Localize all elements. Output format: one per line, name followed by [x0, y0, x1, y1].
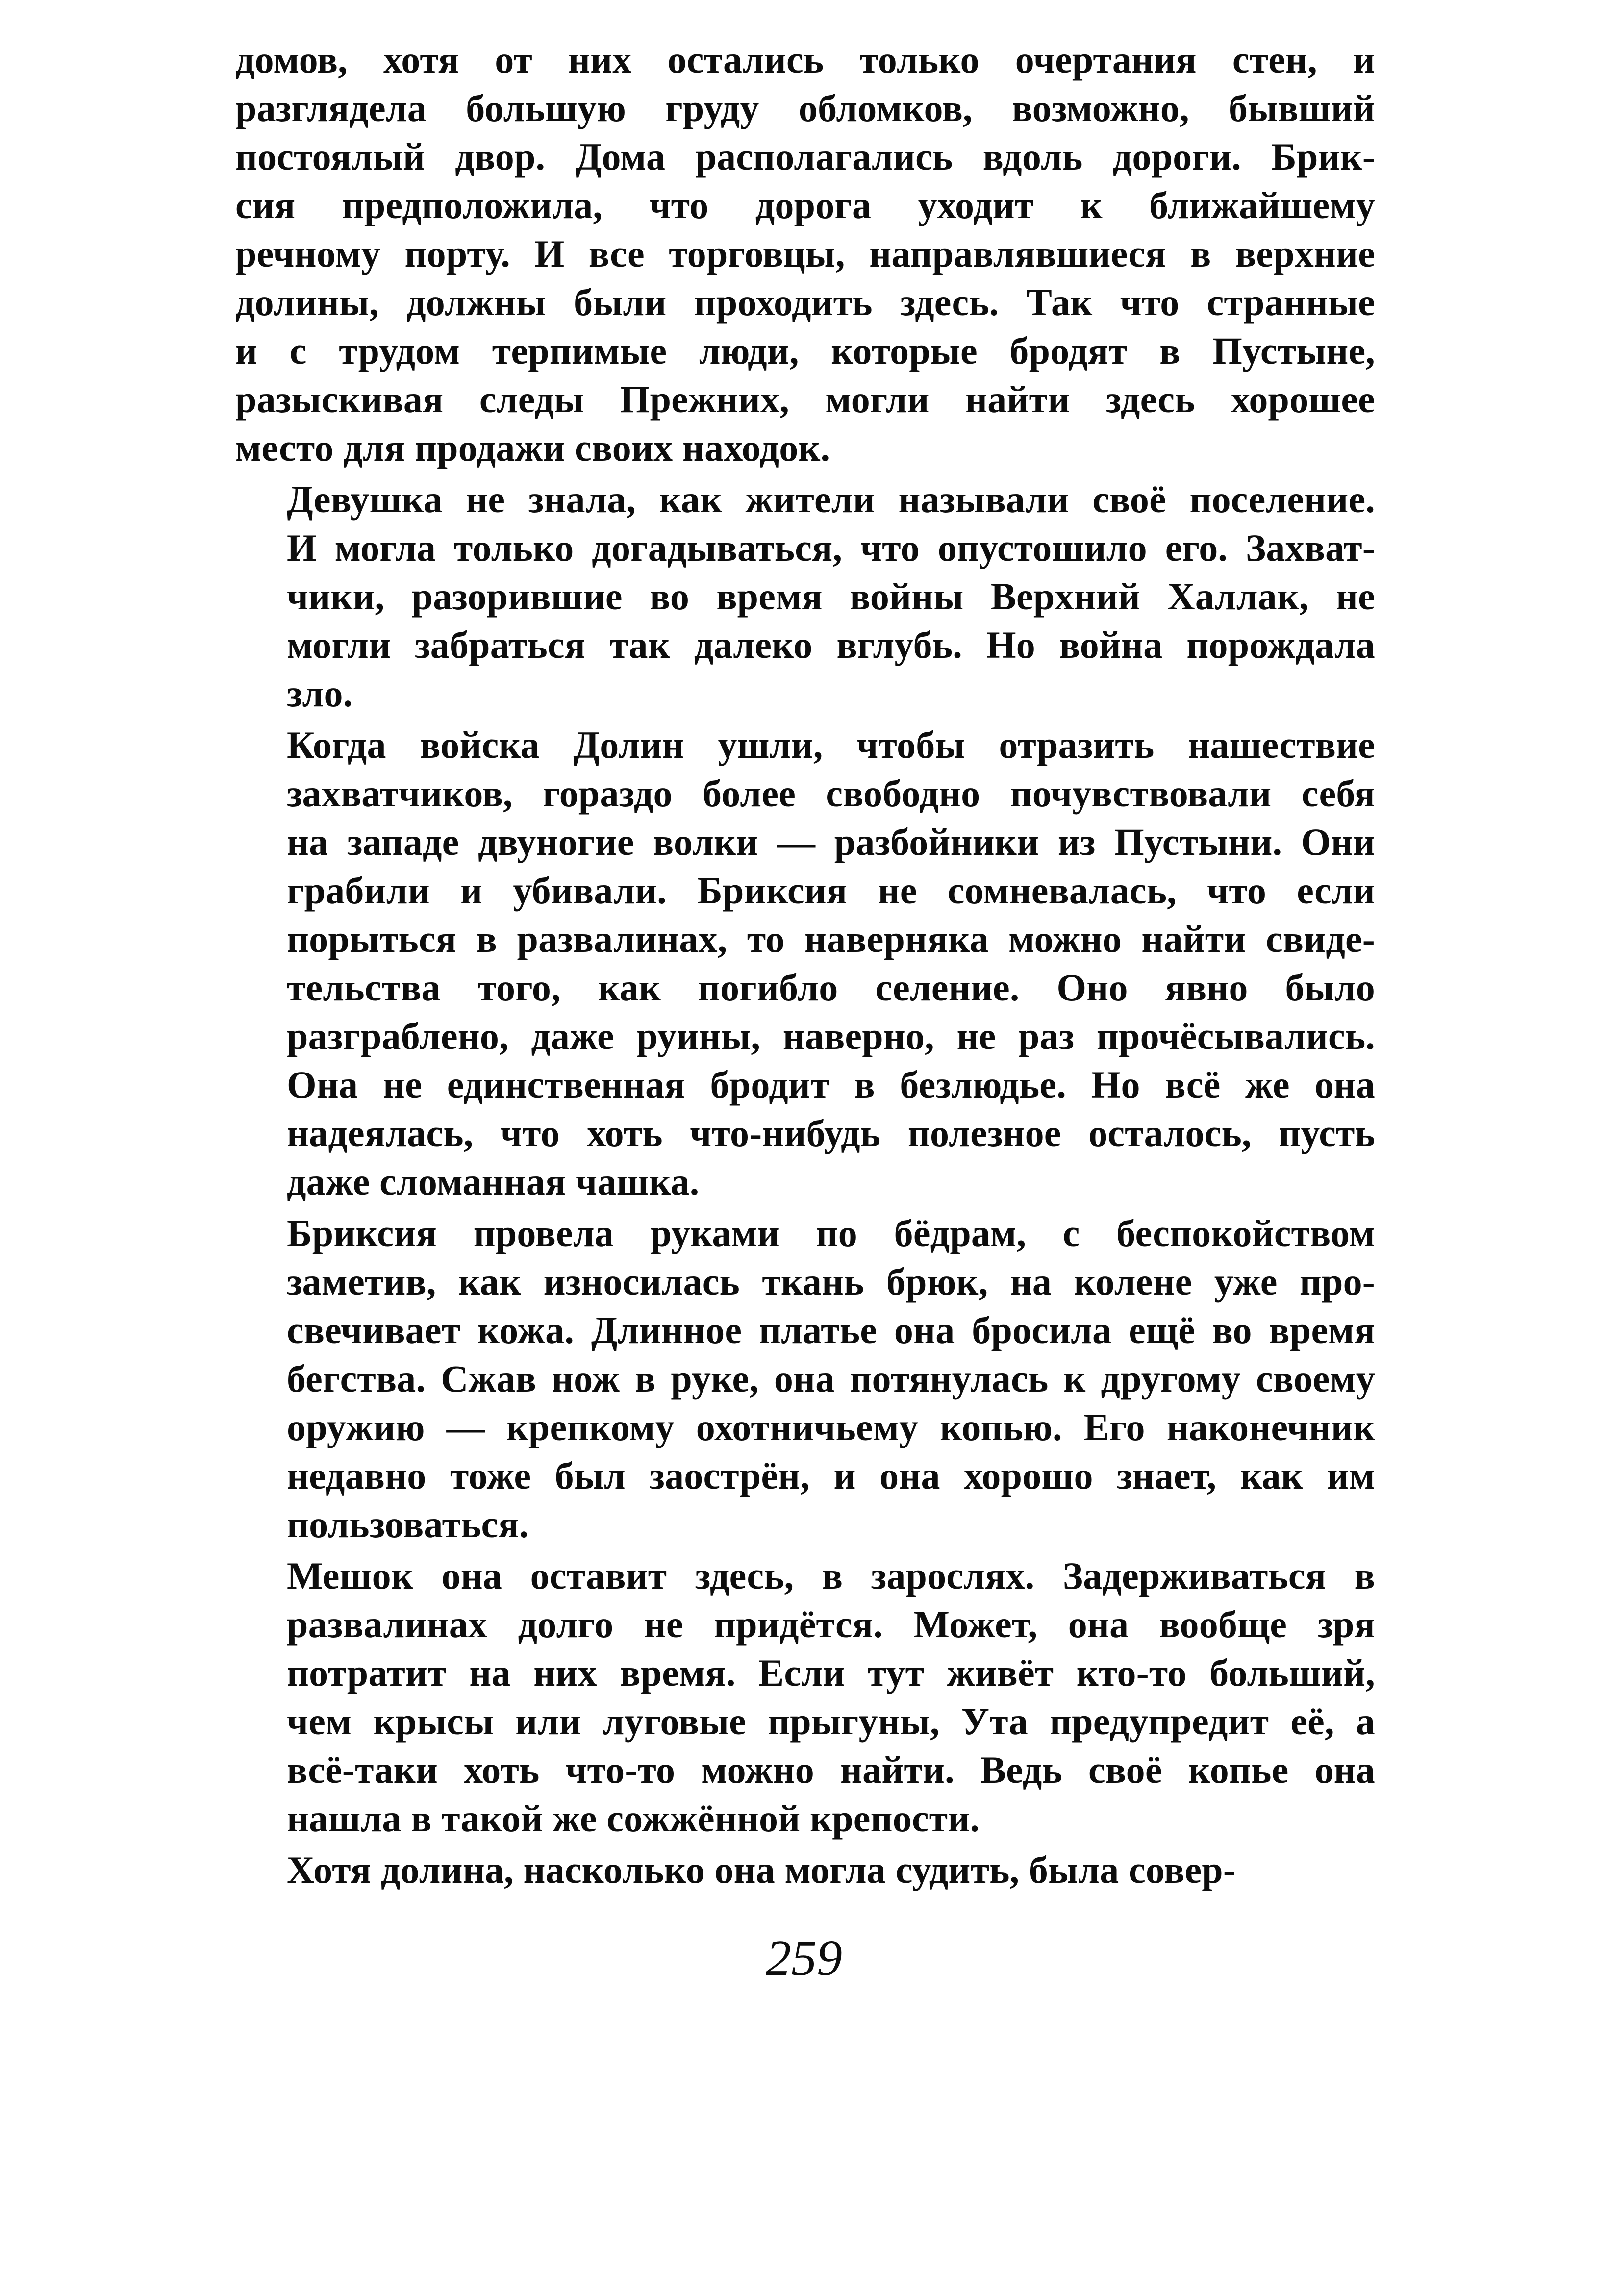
text-line: могли забраться так далеко вглубь. Но война порождала: [287, 624, 1375, 666]
text-line: всё-таки хоть что-то можно найти. Ведь своё копье она: [287, 1748, 1375, 1791]
paragraph: [235, 721, 1375, 1206]
body-text: [235, 35, 1375, 1897]
text-line: речному порту. И все торговцы, направлявшиеся в верхние: [235, 232, 1375, 275]
text-line: чики, разорившие во время войны Верхний Халлак, не: [287, 575, 1375, 618]
text-line: зло.: [287, 672, 353, 715]
text-line: Когда войска Долин ушли, чтобы отразить нашествие: [287, 724, 1375, 766]
text-line: недавно тоже был заострён, и она хорошо знает, как им: [287, 1454, 1375, 1497]
text-line: заметив, как износилась ткань брюк, на колене уже про-: [287, 1260, 1375, 1303]
text-line: даже сломанная чашка.: [287, 1160, 700, 1203]
text-line: грабили и убивали. Бриксия не сомневалась, что если: [287, 869, 1375, 912]
paragraph: [235, 475, 1375, 718]
text-line: нашла в такой же сожжённой крепости.: [287, 1797, 980, 1840]
text-line: Хотя долина, насколько она могла судить, была совер-: [287, 1848, 1236, 1891]
text-line: захватчиков, гораздо более свободно почувствовали себя: [287, 772, 1375, 815]
text-line: Мешок она оставит здесь, в зарослях. Задерживаться в: [287, 1554, 1375, 1597]
text-line: пользоваться.: [287, 1503, 529, 1546]
text-line: Бриксия провела руками по бёдрам, с беспокойством: [287, 1212, 1375, 1254]
text-line: свечивает кожа. Длинное платье она бросила ещё во время: [287, 1309, 1375, 1351]
paragraph: [235, 1846, 1375, 1894]
text-line: место для продажи своих находок.: [235, 426, 830, 469]
text-line: порыться в развалинах, то наверняка можно найти свиде-: [287, 918, 1375, 960]
text-line: долины, должны были проходить здесь. Так что странные: [235, 281, 1375, 324]
text-line: разглядела большую груду обломков, возможно, бывший: [235, 87, 1375, 129]
text-line: разграблено, даже руины, наверно, не раз прочёсывались.: [287, 1015, 1375, 1057]
text-line: постоялый двор. Дома располагались вдоль дороги. Брик-: [235, 135, 1375, 178]
text-line: домов, хотя от них остались только очертания стен, и: [235, 38, 1375, 81]
text-line: Девушка не знала, как жители называли своё поселение.: [287, 478, 1375, 521]
text-line: надеялась, что хоть что-нибудь полезное осталось, пусть: [287, 1112, 1375, 1154]
text-line: сия предположила, что дорога уходит к ближайшему: [235, 184, 1375, 226]
text-line: оружию — крепкому охотничьему копью. Его наконечник: [287, 1406, 1375, 1448]
text-line: потратит на них время. Если тут живёт кто-то больший,: [287, 1651, 1375, 1694]
paragraph: [235, 1551, 1375, 1843]
text-line: чем крысы или луговые прыгуны, Ута предупредит её, а: [287, 1700, 1375, 1743]
paragraph: [235, 35, 1375, 472]
text-line: И могла только догадываться, что опустошило его. Захват-: [287, 526, 1375, 569]
text-line: на западе двуногие волки — разбойники из Пустыни. Они: [287, 821, 1375, 863]
page-number: 259: [766, 1930, 842, 1986]
text-line: бегства. Сжав нож в руке, она потянулась к другому своему: [287, 1357, 1375, 1400]
text-line: развалинах долго не придётся. Может, она вообще зря: [287, 1603, 1375, 1646]
paragraph: [235, 1209, 1375, 1548]
text-line: тельства того, как погибло селение. Оно явно было: [287, 966, 1375, 1009]
text-line: Она не единственная бродит в безлюдье. Но всё же она: [287, 1063, 1375, 1106]
text-line: и с трудом терпимые люди, которые бродят в Пустыне,: [235, 329, 1375, 372]
text-line: разыскивая следы Прежних, могли найти здесь хорошее: [235, 378, 1375, 421]
